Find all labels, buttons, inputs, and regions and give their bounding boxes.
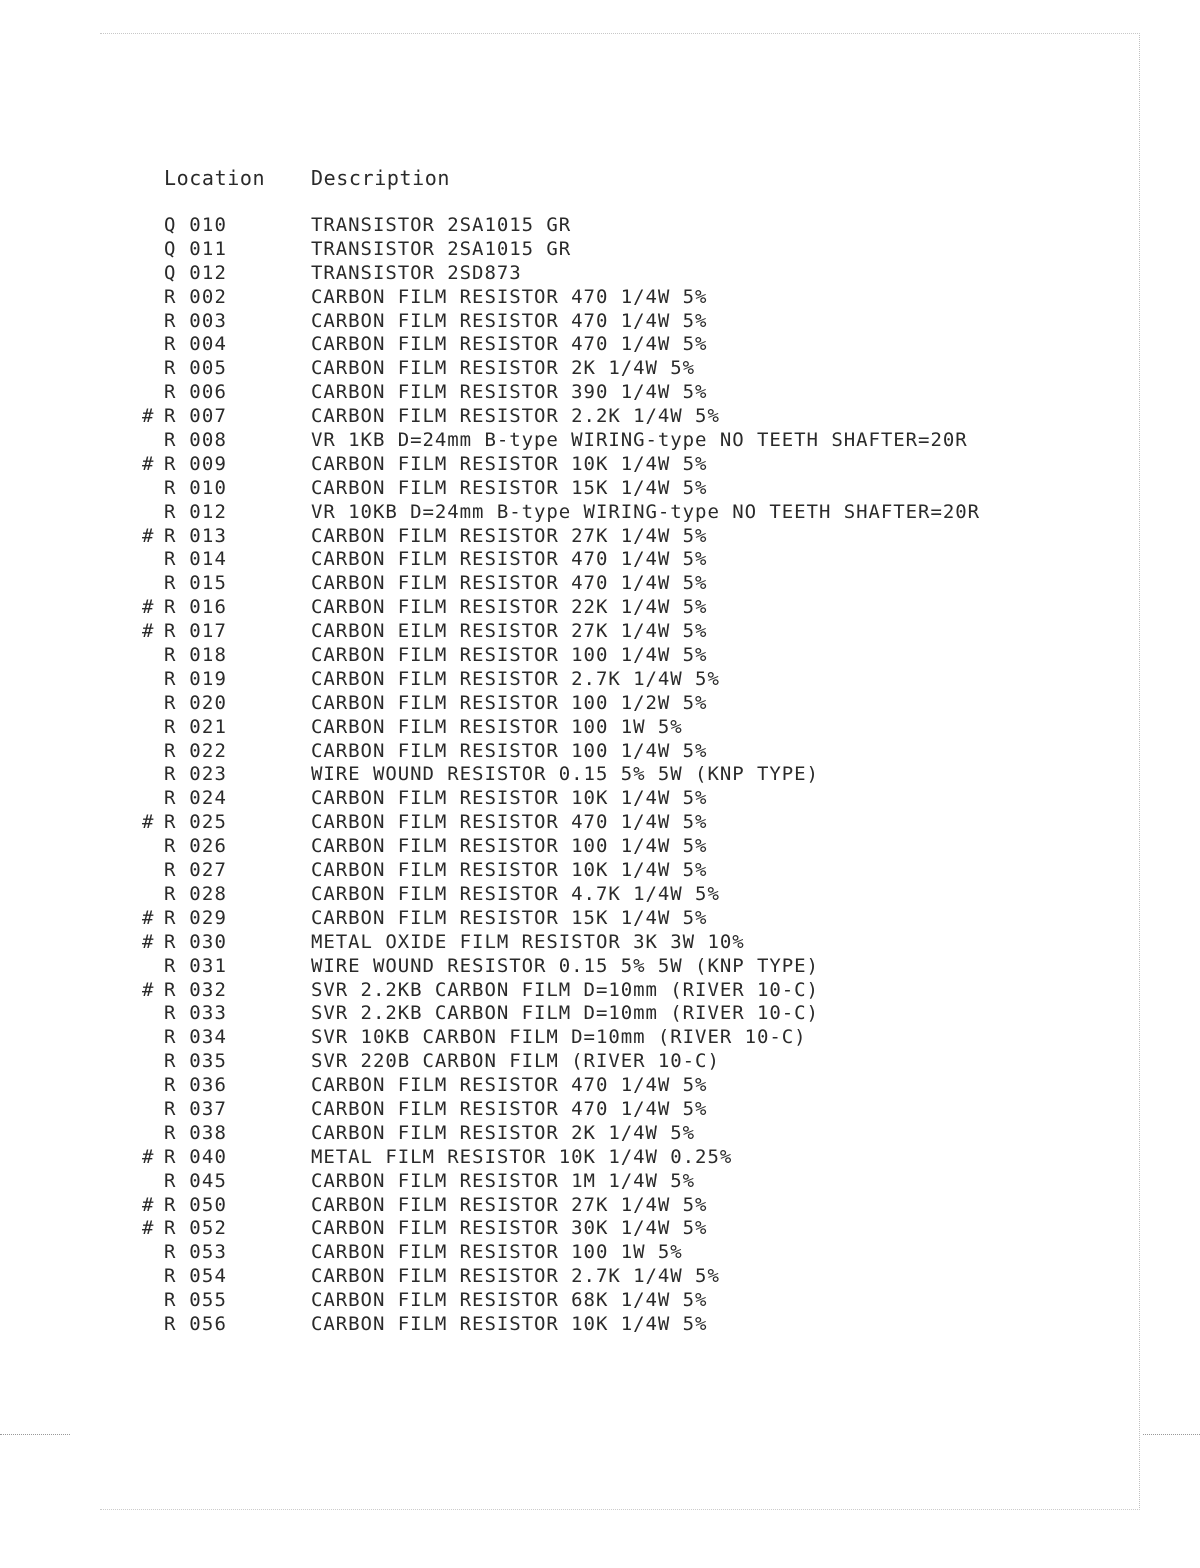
table-row	[0, 1241, 1200, 1265]
safety-mark: #	[142, 906, 154, 929]
table-row	[0, 1122, 1200, 1146]
location-cell: R 038	[164, 1121, 228, 1144]
table-row	[0, 1146, 1200, 1170]
table-row	[0, 333, 1200, 357]
description-cell: CARBON FILM RESISTOR 100 1/4W 5%	[311, 739, 708, 762]
description-cell: CARBON FILM RESISTOR 10K 1/4W 5%	[311, 787, 708, 810]
description-cell: CARBON FILM RESISTOR 100 1W 5%	[311, 1241, 683, 1264]
location-cell: R 040	[164, 1145, 228, 1168]
location-cell: R 054	[164, 1265, 228, 1288]
table-row	[0, 692, 1200, 716]
safety-mark: #	[142, 978, 154, 1001]
description-cell: CARBON FILM RESISTOR 1M 1/4W 5%	[311, 1169, 696, 1192]
table-row	[0, 1313, 1200, 1337]
location-cell: R 022	[164, 739, 228, 762]
description-cell: SVR 2.2KB CARBON FILM D=10mm (RIVER 10-C)	[311, 1002, 819, 1025]
description-cell: CARBON FILM RESISTOR 470 1/4W 5%	[311, 1074, 708, 1097]
description-cell: CARBON FILM RESISTOR 100 1/4W 5%	[311, 835, 708, 858]
table-row	[0, 453, 1200, 477]
safety-mark: #	[142, 930, 154, 953]
table-row	[0, 763, 1200, 787]
table-row	[0, 716, 1200, 740]
description-cell: CARBON FILM RESISTOR 100 1/4W 5%	[311, 644, 708, 667]
location-cell: R 014	[164, 548, 228, 571]
table-row	[0, 931, 1200, 955]
table-row	[0, 596, 1200, 620]
location-cell: Q 010	[164, 214, 228, 236]
table-row	[0, 1002, 1200, 1026]
table-row	[0, 620, 1200, 644]
table-row	[0, 644, 1200, 668]
page-edge-top	[100, 33, 1140, 34]
table-row	[0, 740, 1200, 764]
location-cell: R 045	[164, 1169, 228, 1192]
location-cell: R 012	[164, 500, 228, 523]
page-edge-bottom	[100, 1509, 1140, 1510]
description-cell: SVR 220B CARBON FILM (RIVER 10-C)	[311, 1050, 720, 1073]
safety-mark: #	[142, 620, 154, 643]
description-cell: CARBON FILM RESISTOR 68K 1/4W 5%	[311, 1289, 708, 1312]
description-cell: SVR 10KB CARBON FILM D=10mm (RIVER 10-C)	[311, 1026, 807, 1049]
table-row	[0, 477, 1200, 501]
safety-mark: #	[142, 1193, 154, 1216]
description-cell: CARBON FILM RESISTOR 10K 1/4W 5%	[311, 1312, 708, 1335]
table-row	[0, 668, 1200, 692]
scan-mark-left	[0, 1434, 70, 1435]
table-row	[0, 262, 1200, 286]
location-cell: R 005	[164, 357, 228, 380]
table-row	[0, 501, 1200, 525]
description-column-header: Description	[311, 166, 451, 190]
description-cell: CARBON FILM RESISTOR 10K 1/4W 5%	[311, 859, 708, 882]
table-row	[0, 238, 1200, 262]
location-cell: R 032	[164, 978, 228, 1001]
description-cell: CARBON FILM RESISTOR 2.7K 1/4W 5%	[311, 1265, 720, 1288]
description-cell: CARBON FILM RESISTOR 27K 1/4W 5%	[311, 1193, 708, 1216]
table-row	[0, 811, 1200, 835]
description-cell: CARBON FILM RESISTOR 470 1/4W 5%	[311, 333, 708, 356]
location-cell: R 019	[164, 667, 228, 690]
description-cell: CARBON FILM RESISTOR 15K 1/4W 5%	[311, 476, 708, 499]
table-row	[0, 310, 1200, 334]
table-row	[0, 979, 1200, 1003]
safety-mark: #	[142, 1217, 154, 1240]
description-cell: TRANSISTOR 2SA1015 GR	[311, 237, 572, 260]
description-cell: TRANSISTOR 2SA1015 GR	[311, 214, 572, 236]
table-row	[0, 1050, 1200, 1074]
table-row	[0, 835, 1200, 859]
description-cell: CARBON FILM RESISTOR 15K 1/4W 5%	[311, 906, 708, 929]
description-cell: TRANSISTOR 2SD873	[311, 261, 522, 284]
description-cell: METAL OXIDE FILM RESISTOR 3K 3W 10%	[311, 930, 745, 953]
description-cell: CARBON FILM RESISTOR 470 1/4W 5%	[311, 548, 708, 571]
description-cell: CARBON FILM RESISTOR 2.7K 1/4W 5%	[311, 667, 720, 690]
table-row	[0, 381, 1200, 405]
description-cell: CARBON FILM RESISTOR 30K 1/4W 5%	[311, 1217, 708, 1240]
location-cell: R 053	[164, 1241, 228, 1264]
location-cell: R 007	[164, 405, 228, 428]
location-cell: R 010	[164, 476, 228, 499]
description-cell: METAL FILM RESISTOR 10K 1/4W 0.25%	[311, 1145, 733, 1168]
location-cell: R 009	[164, 452, 228, 475]
safety-mark: #	[142, 596, 154, 619]
description-cell: VR 1KB D=24mm B-type WIRING-type NO TEETH SHAFTER=20R	[311, 429, 968, 452]
location-cell: R 015	[164, 572, 228, 595]
table-row	[0, 1026, 1200, 1050]
location-cell: R 024	[164, 787, 228, 810]
location-cell: R 008	[164, 429, 228, 452]
location-cell: R 050	[164, 1193, 228, 1216]
safety-mark: #	[142, 811, 154, 834]
table-row	[0, 525, 1200, 549]
location-cell: R 026	[164, 835, 228, 858]
table-row	[0, 1170, 1200, 1194]
location-cell: R 034	[164, 1026, 228, 1049]
location-cell: R 031	[164, 954, 228, 977]
table-header	[0, 166, 1200, 196]
safety-mark: #	[142, 405, 154, 428]
description-cell: CARBON FILM RESISTOR 27K 1/4W 5%	[311, 524, 708, 547]
location-cell: R 033	[164, 1002, 228, 1025]
location-cell: R 021	[164, 715, 228, 738]
table-row	[0, 907, 1200, 931]
description-cell: VR 10KB D=24mm B-type WIRING-type NO TEETH SHAFTER=20R	[311, 500, 981, 523]
description-cell: CARBON FILM RESISTOR 390 1/4W 5%	[311, 381, 708, 404]
location-cell: R 004	[164, 333, 228, 356]
location-cell: R 016	[164, 596, 228, 619]
table-row	[0, 357, 1200, 381]
parts-list	[0, 214, 1200, 1337]
description-cell: CARBON FILM RESISTOR 470 1/4W 5%	[311, 811, 708, 834]
location-cell: R 023	[164, 763, 228, 786]
description-cell: CARBON FILM RESISTOR 470 1/4W 5%	[311, 1097, 708, 1120]
table-row	[0, 859, 1200, 883]
location-cell: R 003	[164, 309, 228, 332]
description-cell: CARBON FILM RESISTOR 470 1/4W 5%	[311, 572, 708, 595]
table-row	[0, 548, 1200, 572]
description-cell: CARBON FILM RESISTOR 4.7K 1/4W 5%	[311, 882, 720, 905]
description-cell: CARBON FILM RESISTOR 2K 1/4W 5%	[311, 357, 696, 380]
location-cell: R 029	[164, 906, 228, 929]
safety-mark: #	[142, 452, 154, 475]
location-cell: R 055	[164, 1289, 228, 1312]
scan-mark-right	[1143, 1434, 1200, 1435]
description-cell: CARBON FILM RESISTOR 100 1W 5%	[311, 715, 683, 738]
location-cell: R 036	[164, 1074, 228, 1097]
table-row	[0, 1217, 1200, 1241]
location-cell: R 025	[164, 811, 228, 834]
location-cell: Q 011	[164, 237, 228, 260]
description-cell: WIRE WOUND RESISTOR 0.15 5% 5W (KNP TYPE)	[311, 954, 819, 977]
description-cell: CARBON FILM RESISTOR 470 1/4W 5%	[311, 309, 708, 332]
location-cell: Q 012	[164, 261, 228, 284]
description-cell: SVR 2.2KB CARBON FILM D=10mm (RIVER 10-C)	[311, 978, 819, 1001]
location-cell: R 002	[164, 285, 228, 308]
table-row	[0, 214, 1200, 238]
location-cell: R 028	[164, 882, 228, 905]
description-cell: CARBON FILM RESISTOR 10K 1/4W 5%	[311, 452, 708, 475]
table-row	[0, 1074, 1200, 1098]
table-row	[0, 787, 1200, 811]
table-row	[0, 1194, 1200, 1218]
table-row	[0, 572, 1200, 596]
location-cell: R 006	[164, 381, 228, 404]
location-cell: R 027	[164, 859, 228, 882]
location-cell: R 035	[164, 1050, 228, 1073]
safety-mark: #	[142, 1145, 154, 1168]
safety-mark: #	[142, 524, 154, 547]
location-cell: R 020	[164, 691, 228, 714]
description-cell: CARBON FILM RESISTOR 100 1/2W 5%	[311, 691, 708, 714]
location-cell: R 056	[164, 1312, 228, 1335]
table-row	[0, 286, 1200, 310]
location-cell: R 052	[164, 1217, 228, 1240]
table-row	[0, 1289, 1200, 1313]
location-cell: R 030	[164, 930, 228, 953]
table-row	[0, 955, 1200, 979]
location-cell: R 018	[164, 644, 228, 667]
description-cell: CARBON EILM RESISTOR 27K 1/4W 5%	[311, 620, 708, 643]
location-cell: R 017	[164, 620, 228, 643]
description-cell: CARBON FILM RESISTOR 2K 1/4W 5%	[311, 1121, 696, 1144]
location-cell: R 013	[164, 524, 228, 547]
description-cell: CARBON FILM RESISTOR 470 1/4W 5%	[311, 285, 708, 308]
table-row	[0, 1098, 1200, 1122]
table-row	[0, 1265, 1200, 1289]
table-row	[0, 405, 1200, 429]
description-cell: CARBON FILM RESISTOR 22K 1/4W 5%	[311, 596, 708, 619]
location-column-header: Location	[164, 166, 266, 190]
table-row	[0, 429, 1200, 453]
location-cell: R 037	[164, 1097, 228, 1120]
table-row	[0, 883, 1200, 907]
description-cell: CARBON FILM RESISTOR 2.2K 1/4W 5%	[311, 405, 720, 428]
description-cell: WIRE WOUND RESISTOR 0.15 5% 5W (KNP TYPE)	[311, 763, 819, 786]
